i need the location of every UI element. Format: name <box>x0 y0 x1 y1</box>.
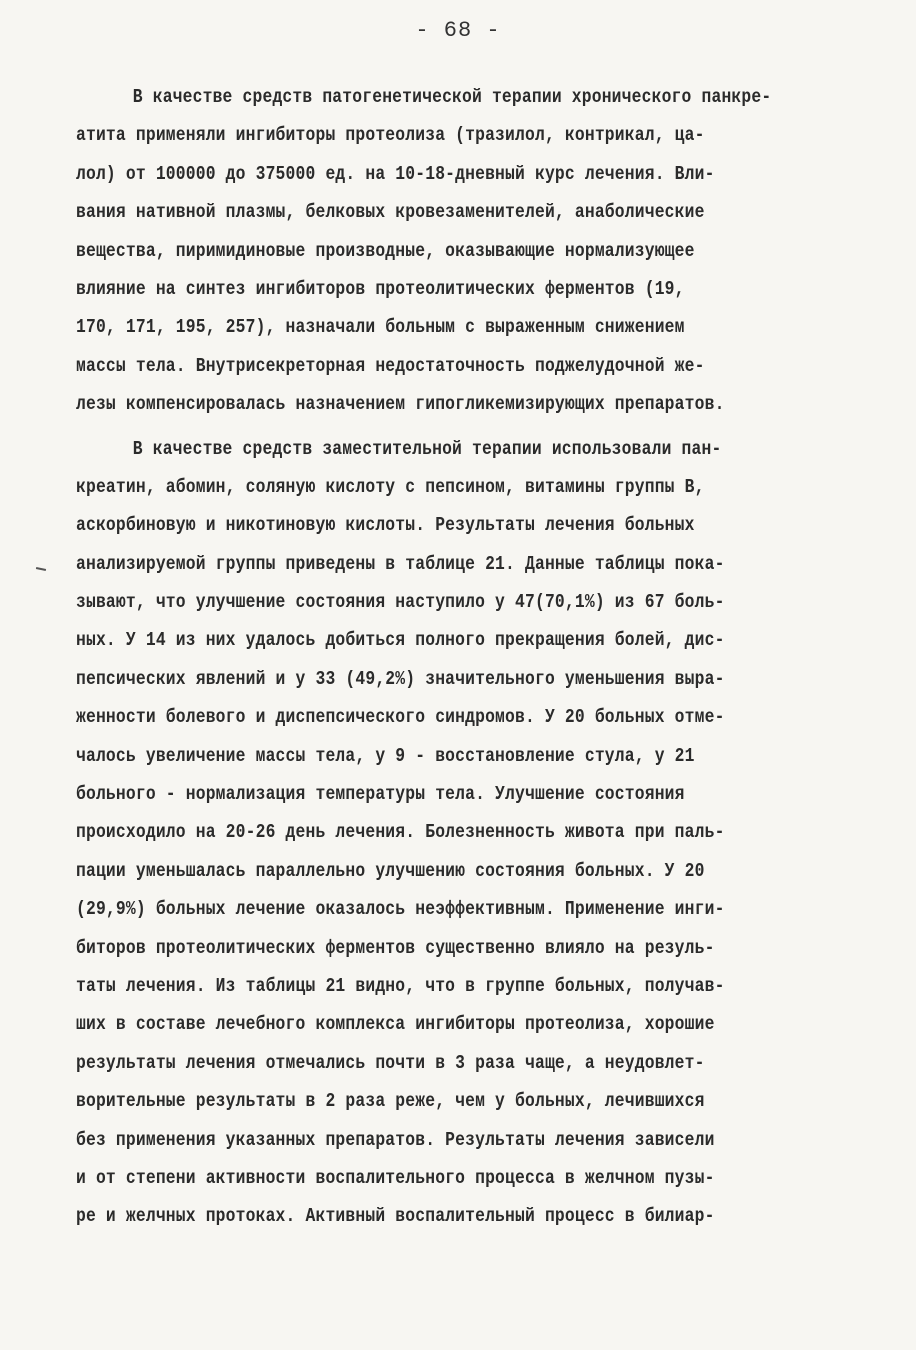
text-line: биторов протеолитических ферментов существенно влияло на резуль- <box>76 936 715 959</box>
text-line: лезы компенсировалась назначением гипогликемизирующих препаратов. <box>76 393 725 416</box>
text-line: без применения указанных препаратов. Результаты лечения зависели <box>76 1128 715 1151</box>
text-line: атита применяли ингибиторы протеолиза (тразилол, контрикал, ца- <box>76 124 705 147</box>
text-line: таты лечения. Из таблицы 21 видно, что в группе больных, получав- <box>76 974 725 997</box>
text-line: больного - нормализация температуры тела. Улучшение состояния <box>76 783 685 806</box>
text-line: (29,9%) больных лечение оказалось неэффективным. Применение инги- <box>76 898 725 921</box>
paragraph-1 <box>76 78 876 424</box>
text-line: ших в составе лечебного комплекса ингибиторы протеолиза, хорошие <box>76 1013 715 1036</box>
text-line: вания нативной плазмы, белковых кровезаменителей, анаболические <box>76 201 705 224</box>
text-line: В качестве средств заместительной терапии использовали пан- <box>132 437 722 460</box>
text-line: лол) от 100000 до 375000 ед. на 10-18-дневный курс лечения. Вли- <box>76 162 715 185</box>
text-line: массы тела. Внутрисекреторная недостаточность поджелудочной же- <box>76 354 705 377</box>
text-line: результаты лечения отмечались почти в 3 раза чаще, а неудовлет- <box>76 1051 705 1074</box>
text-line: женности болевого и диспепсического синдромов. У 20 больных отме- <box>76 706 725 729</box>
text-line: влияние на синтез ингибиторов протеолитических ферментов (19, <box>76 277 685 300</box>
text-line: пации уменьшалась параллельно улучшению состояния больных. У 20 <box>76 859 705 882</box>
body-text <box>76 78 876 1236</box>
text-line: вещества, пиримидиновые производные, оказывающие нормализующее <box>76 239 695 262</box>
text-line: чалось увеличение массы тела, у 9 - восстановление стула, у 21 <box>76 744 695 767</box>
text-line: ных. У 14 из них удалось добиться полного прекращения болей, дис- <box>76 629 725 652</box>
text-line: креатин, абомин, соляную кислоту с пепсином, витамины группы В, <box>76 475 705 498</box>
text-line: происходило на 20-26 день лечения. Болезненность живота при паль- <box>76 821 725 844</box>
text-line: 170, 171, 195, 257), назначали больным с выраженным снижением <box>76 316 685 339</box>
paragraph-2 <box>76 430 876 1236</box>
text-line: аскорбиновую и никотиновую кислоты. Результаты лечения больных <box>76 514 695 537</box>
text-line: В качестве средств патогенетической терапии хронического панкре- <box>132 86 772 108</box>
text-line: анализируемой группы приведены в таблице 21. Данные таблицы пока- <box>76 552 725 575</box>
text-line: пепсических явлений и у 33 (49,2%) значительного уменьшения выра- <box>76 667 725 690</box>
text-line: зывают, что улучшение состояния наступило у 47(70,1%) из 67 боль- <box>76 591 725 614</box>
page-number: - 68 - <box>415 18 501 43</box>
text-line: ре и желчных протоках. Активный воспалительный процесс в билиар- <box>76 1205 715 1228</box>
text-line: и от степени активности воспалительного процесса в желчном пузы- <box>76 1166 715 1189</box>
text-line: ворительные результаты в 2 раза реже, чем у больных, лечившихся <box>76 1090 705 1113</box>
margin-mark <box>36 567 46 571</box>
